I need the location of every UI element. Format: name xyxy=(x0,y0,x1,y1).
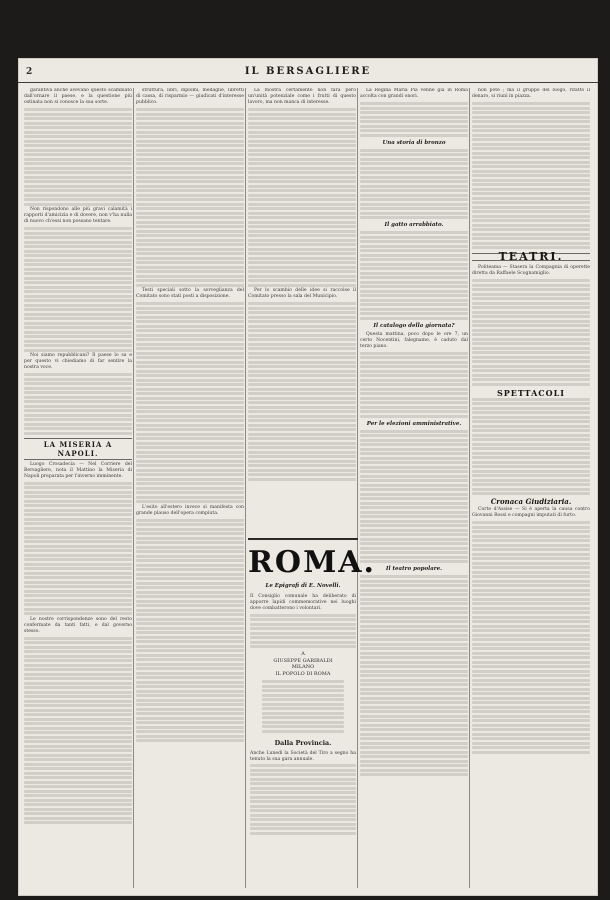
epigraph-line: A xyxy=(301,651,305,657)
column-rule xyxy=(245,88,246,888)
roma-heading: ROMA. xyxy=(248,545,376,580)
text-lines xyxy=(472,398,590,496)
article-paragraph: Il Consiglio comunale ha deliberato di apporre lapidi commemorative nei luoghi dove combatterono i volontari. xyxy=(250,594,356,611)
column-rule xyxy=(133,88,134,888)
article-paragraph: Politeama — Stasera la Compagnia di operette diretta da Raffaele Scognamiglio. xyxy=(472,265,590,276)
text-lines xyxy=(136,108,244,287)
article-paragraph: La Regina Maria Pia venne già in Roma accolta con grandi onori. xyxy=(360,88,468,99)
article-paragraph: Anche Lunedì la Società del Tiro a segno ha tenuto la sua gara annuale. xyxy=(250,750,356,762)
article-paragraph: Noi siamo repubblicani? Il paese lo sa e per questo vi chiediamo di far sentire la nostra voce. xyxy=(24,353,132,370)
article-paragraph: non potè ; ma il gruppo del luogo, rifatto il denaro, si riunì in piazza. xyxy=(472,88,590,99)
text-lines xyxy=(24,227,132,352)
article-paragraph: L'esito all'estero invece si manifesta con grande plauso dell'opera compiuta. xyxy=(136,504,244,516)
article-paragraph: Testi speciali sotto la sorveglianza del Comitato sono stati posti a disposizione. xyxy=(136,288,244,299)
section-heading: Una storia di bronzo xyxy=(382,139,446,146)
text-lines xyxy=(360,352,468,418)
section-heading: LA MISERIA A NAPOLI. xyxy=(24,438,132,460)
epigraph-line: GIUSEPPE GARIBALDI xyxy=(273,657,333,664)
text-lines xyxy=(24,108,132,206)
section-heading: Le Epigrafi di E. Novelli. xyxy=(265,583,341,589)
text-lines xyxy=(472,102,590,249)
section-heading: Il catalogo della giornata? xyxy=(373,322,455,329)
article-paragraph: garantiva anche avevano questo scambiato dall'ornare il paese, e la questione più ostinata non si conosce la sua sorte. xyxy=(24,88,132,105)
text-lines xyxy=(24,373,132,435)
text-lines xyxy=(136,519,244,743)
text-lines xyxy=(360,575,468,776)
text-lines xyxy=(248,764,358,835)
article-paragraph: Questa mattina, poco dopo le ore 7, un certo Nocentini, falegname, è caduto dal terzo piano. xyxy=(360,331,468,349)
article-paragraph: Non rispondono alle più gravi calamità i rapporti d'amicizia e di dovere, non v'ha nulla di nuovo ch'essi non possano tentare. xyxy=(24,207,132,224)
newspaper-page xyxy=(18,58,598,896)
section-heading: Per le elezioni amministrative. xyxy=(366,420,462,427)
epigraph-line: IL POPOLO DI ROMA xyxy=(275,670,331,677)
theatre-heading: TEATRI. xyxy=(472,253,590,261)
text-lines xyxy=(136,302,244,503)
article-paragraph: Luogo Crosadecia — Nel Corriere del Bersagliere, nota il Mattino la Miseria di Napoli preparata per l'inverno imminente. xyxy=(24,461,132,479)
cronaca-heading: Cronaca Giudiziaria. xyxy=(490,497,572,506)
text-lines xyxy=(24,637,132,825)
epigraph-line: MILANO xyxy=(291,664,315,670)
column-1 xyxy=(24,88,132,888)
spettacoli-heading: SPETTACOLI xyxy=(497,387,565,398)
article-paragraph: Le nostre corrispondenze sono del resto confermate da tanti fatti, e dal governo stesso. xyxy=(24,616,132,634)
text-lines xyxy=(248,302,356,481)
article-paragraph: struttura, libri, diplomi, medaglie, libretti di cassa, di risparmio — giudicati d'interesse pubblico. xyxy=(136,88,244,105)
epigraph xyxy=(248,651,358,677)
column-2 xyxy=(136,88,244,888)
section-heading: Il gatto arrabbiato. xyxy=(384,222,444,228)
section-heading: Il teatro popolare. xyxy=(385,566,443,572)
column-3 xyxy=(248,88,356,534)
roma-section xyxy=(248,538,376,870)
column-4 xyxy=(360,88,468,888)
page-header xyxy=(18,66,598,83)
article-paragraph: La mostra certamente non farà però un'unità potenziale come i frutti di questo lavoro, ma non manca di interesse. xyxy=(248,88,356,105)
section-heading: Dalla Provincia. xyxy=(274,738,332,747)
text-lines xyxy=(248,614,358,649)
column-rule xyxy=(469,88,470,888)
page-number: 2 xyxy=(26,67,33,77)
text-lines xyxy=(24,482,132,616)
text-lines xyxy=(360,102,468,137)
article-paragraph: Per lo scambio delle idee si raccolse il Comitato presso la sala del Municipio. xyxy=(248,288,356,299)
text-lines xyxy=(472,279,590,386)
newspaper-title: IL BERSAGLIERE xyxy=(244,66,372,77)
column-5 xyxy=(472,88,590,888)
text-lines xyxy=(472,521,590,754)
text-lines xyxy=(360,149,468,220)
text-lines xyxy=(248,680,358,733)
text-lines xyxy=(360,430,468,564)
text-lines xyxy=(248,108,356,287)
article-paragraph: Corte d'Assise — Si è aperta la causa contro Giovanni Rossi e compagni imputati di furto. xyxy=(472,507,590,518)
text-lines xyxy=(360,231,468,320)
